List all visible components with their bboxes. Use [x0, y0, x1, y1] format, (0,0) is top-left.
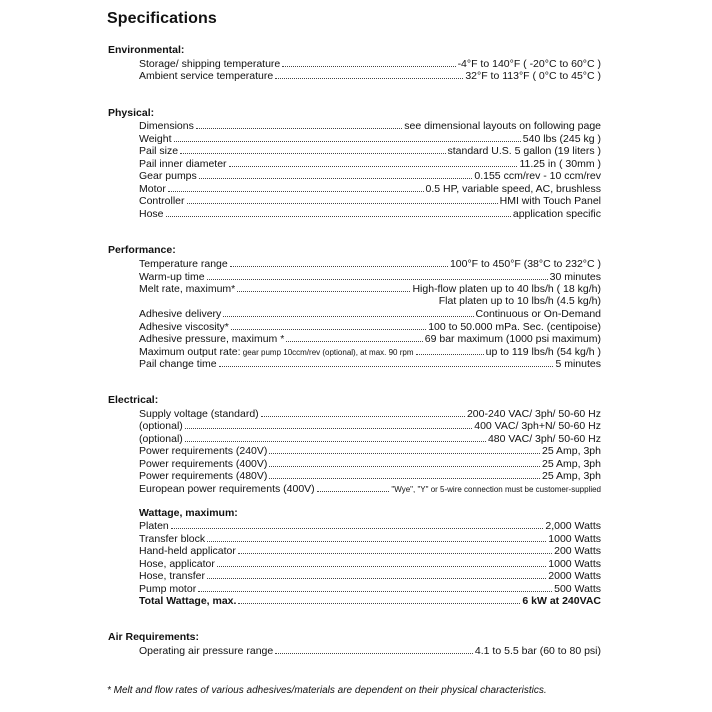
- spec-label: Controller: [139, 195, 185, 207]
- spec-row: [139, 444, 601, 456]
- physical-heading: Physical:: [108, 107, 155, 119]
- spec-value: see dimensional layouts on following page: [404, 120, 601, 132]
- spec-label: Pail inner diameter: [139, 157, 227, 170]
- spec-value: application specific: [512, 207, 601, 220]
- spec-value: Continuous or On-Demand: [475, 308, 601, 320]
- dot-leader: [180, 144, 445, 154]
- spec-label: Gear pumps: [139, 170, 197, 182]
- spec-row: [139, 169, 601, 181]
- dot-leader: [168, 182, 424, 192]
- dot-leader: [199, 169, 473, 179]
- dot-leader: [317, 482, 390, 492]
- spec-label: Weight: [139, 132, 172, 145]
- spec-value: 480 VAC/ 3ph/ 50-60 Hz: [487, 432, 601, 445]
- dot-leader: [207, 270, 548, 280]
- spec-value: 69 bar maximum (1000 psi maximum): [424, 333, 601, 345]
- spec-row: [139, 407, 601, 419]
- spec-label: Temperature range: [139, 258, 228, 270]
- dot-leader: [275, 69, 463, 79]
- spec-label: Transfer block: [139, 532, 206, 545]
- spec-row: [139, 482, 601, 494]
- spec-row: [139, 144, 601, 156]
- spec-label: Hose: [139, 207, 164, 220]
- spec-label: (optional): [139, 432, 183, 445]
- spec-value: 100°F to 450°F (38°C to 232°C ): [449, 258, 601, 270]
- spec-label: Adhesive viscosity*: [139, 320, 229, 333]
- spec-value: 540 lbs (245 kg ): [522, 132, 601, 145]
- spec-value: 400 VAC/ 3ph+N/ 50-60 Hz: [474, 420, 601, 432]
- spec-row: [139, 357, 601, 369]
- dot-leader: [185, 432, 486, 442]
- environmental-heading: Environmental:: [108, 44, 185, 56]
- dot-leader: [207, 532, 546, 542]
- spec-value: 100 to 50.000 mPa. Sec. (centipoise): [428, 320, 601, 333]
- spec-label: Pail change time: [139, 358, 217, 370]
- dot-leader: [223, 307, 473, 317]
- spec-row: [139, 644, 601, 656]
- spec-value: 32°F to 113°F ( 0°C to 45°C ): [465, 70, 601, 82]
- spec-row: [139, 569, 601, 581]
- spec-row: [139, 57, 601, 69]
- dot-leader: [282, 57, 455, 67]
- spec-value: HMI with Touch Panel: [499, 195, 601, 207]
- dot-leader: [229, 157, 518, 167]
- dot-leader: [219, 357, 554, 367]
- spec-label: Hose, applicator: [139, 557, 215, 570]
- spec-label: Pump motor: [139, 582, 197, 595]
- spec-row: [139, 532, 601, 544]
- spec-label: Hose, transfer: [139, 570, 205, 582]
- spec-label: Melt rate, maximum*: [139, 283, 236, 295]
- spec-label: Power requirements (480V): [139, 470, 268, 482]
- spec-value: standard U.S. 5 gallon (19 liters ): [447, 145, 601, 157]
- spec-row: [139, 469, 601, 481]
- spec-value: 1000 Watts: [548, 557, 601, 570]
- spec-label: Ambient service temperature: [139, 70, 274, 82]
- spec-row: [139, 419, 601, 431]
- spec-row: [139, 270, 601, 282]
- spec-value: Flat platen up to 10 lbs/h (4.5 kg/h): [438, 294, 601, 307]
- dot-leader: [196, 119, 402, 129]
- spec-value: 2000 Watts: [548, 570, 601, 582]
- spec-value: 0.5 HP, variable speed, AC, brushless: [425, 182, 601, 195]
- page-title: Specifications: [107, 10, 217, 27]
- spec-row: [139, 519, 601, 531]
- dot-leader: [238, 544, 552, 554]
- dot-leader: [275, 644, 473, 654]
- spec-row: [139, 307, 601, 319]
- spec-label: Storage/ shipping temperature: [139, 58, 281, 70]
- spec-row: [139, 582, 601, 594]
- spec-row: [139, 69, 601, 81]
- spec-value: 30 minutes: [549, 270, 601, 283]
- spec-label: Adhesive pressure, maximum *: [139, 333, 285, 345]
- spec-row: [139, 332, 601, 344]
- spec-label: Dimensions: [139, 120, 194, 132]
- dot-leader: [217, 557, 546, 567]
- dot-leader: [231, 320, 426, 330]
- spec-value: 200 Watts: [554, 545, 601, 557]
- spec-row: [139, 182, 601, 194]
- spec-row: [139, 194, 601, 206]
- dot-leader: [261, 407, 465, 417]
- dot-leader: [269, 469, 540, 479]
- dot-leader: [207, 569, 546, 579]
- spec-row: [139, 282, 601, 294]
- dot-leader: [269, 457, 540, 467]
- spec-row: [139, 544, 601, 556]
- spec-label: Platen: [139, 520, 169, 532]
- dot-leader: [185, 419, 472, 429]
- dot-leader: [416, 345, 484, 355]
- spec-label: Pail size: [139, 145, 179, 157]
- spec-row: [139, 132, 601, 144]
- spec-label: Operating air pressure range: [139, 645, 274, 657]
- dot-leader: [198, 582, 552, 592]
- spec-value: 11.25 in ( 30mm ): [519, 157, 601, 170]
- spec-value: 4.1 to 5.5 bar (60 to 80 psi): [474, 645, 601, 657]
- spec-row: [139, 257, 601, 269]
- air-heading: Air Requirements:: [108, 631, 200, 643]
- spec-value: up to 119 lbs/h (54 kg/h ): [485, 345, 601, 358]
- dot-leader: [171, 519, 544, 529]
- spec-value: 5 minutes: [555, 358, 601, 370]
- dot-leader: [230, 257, 448, 267]
- spec-label: Hand-held applicator: [139, 545, 236, 557]
- spec-value: 25 Amp, 3ph: [542, 445, 601, 457]
- spec-label: Warm-up time: [139, 270, 205, 283]
- spec-value: 500 Watts: [554, 582, 601, 595]
- spec-label: Power requirements (240V): [139, 445, 268, 457]
- spec-row: [139, 119, 601, 131]
- spec-label: Adhesive delivery: [139, 308, 222, 320]
- spec-value: 25 Amp, 3ph: [542, 470, 601, 482]
- spec-value: "Wye", "Y" or 5-wire connection must be customer-supplied: [391, 484, 601, 494]
- spec-value: 25 Amp, 3ph: [542, 457, 601, 470]
- dot-leader: [238, 594, 520, 604]
- dot-leader: [187, 194, 498, 204]
- spec-value: 2,000 Watts: [545, 520, 601, 532]
- total-wattage-row: [139, 594, 601, 606]
- spec-row: [139, 207, 601, 219]
- dot-leader: [166, 207, 511, 217]
- spec-label: European power requirements (400V): [139, 482, 315, 495]
- dot-leader: [269, 444, 540, 454]
- spec-value: High-flow platen up to 40 lbs/h ( 18 kg/h): [412, 283, 601, 295]
- dot-leader: [237, 282, 410, 292]
- spec-row: [139, 345, 601, 357]
- spec-value: -4°F to 140°F ( -20°C to 60°C ): [457, 58, 601, 70]
- spec-row: [139, 457, 601, 469]
- spec-row-continuation: [139, 295, 601, 307]
- electrical-heading: Electrical:: [108, 394, 159, 406]
- spec-label: Supply voltage (standard): [139, 407, 259, 420]
- spec-value: 0.155 ccm/rev - 10 ccm/rev: [474, 170, 601, 182]
- spec-label-note: gear pump 10ccm/rev (optional), at max. 90 rpm: [240, 347, 414, 357]
- footnote: * Melt and flow rates of various adhesives/materials are dependent on their physical characteristics.: [107, 685, 547, 696]
- spec-row: [139, 557, 601, 569]
- spec-row: [139, 157, 601, 169]
- spec-row: [139, 320, 601, 332]
- spec-label: (optional): [139, 420, 183, 432]
- spec-value: 1000 Watts: [548, 532, 601, 545]
- spec-label: Total Wattage, max.: [139, 595, 237, 607]
- wattage-heading: Wattage, maximum:: [139, 507, 238, 519]
- dot-leader: [286, 332, 422, 342]
- spec-label-main: Maximum output rate:: [139, 345, 241, 358]
- dot-leader: [174, 132, 521, 142]
- spec-value: 200-240 VAC/ 3ph/ 50-60 Hz: [466, 407, 601, 420]
- spec-label: Power requirements (400V): [139, 457, 268, 470]
- spec-value: 6 kW at 240VAC: [522, 595, 601, 607]
- performance-heading: Performance:: [108, 244, 176, 256]
- spec-row: [139, 432, 601, 444]
- spec-label: Motor: [139, 182, 166, 195]
